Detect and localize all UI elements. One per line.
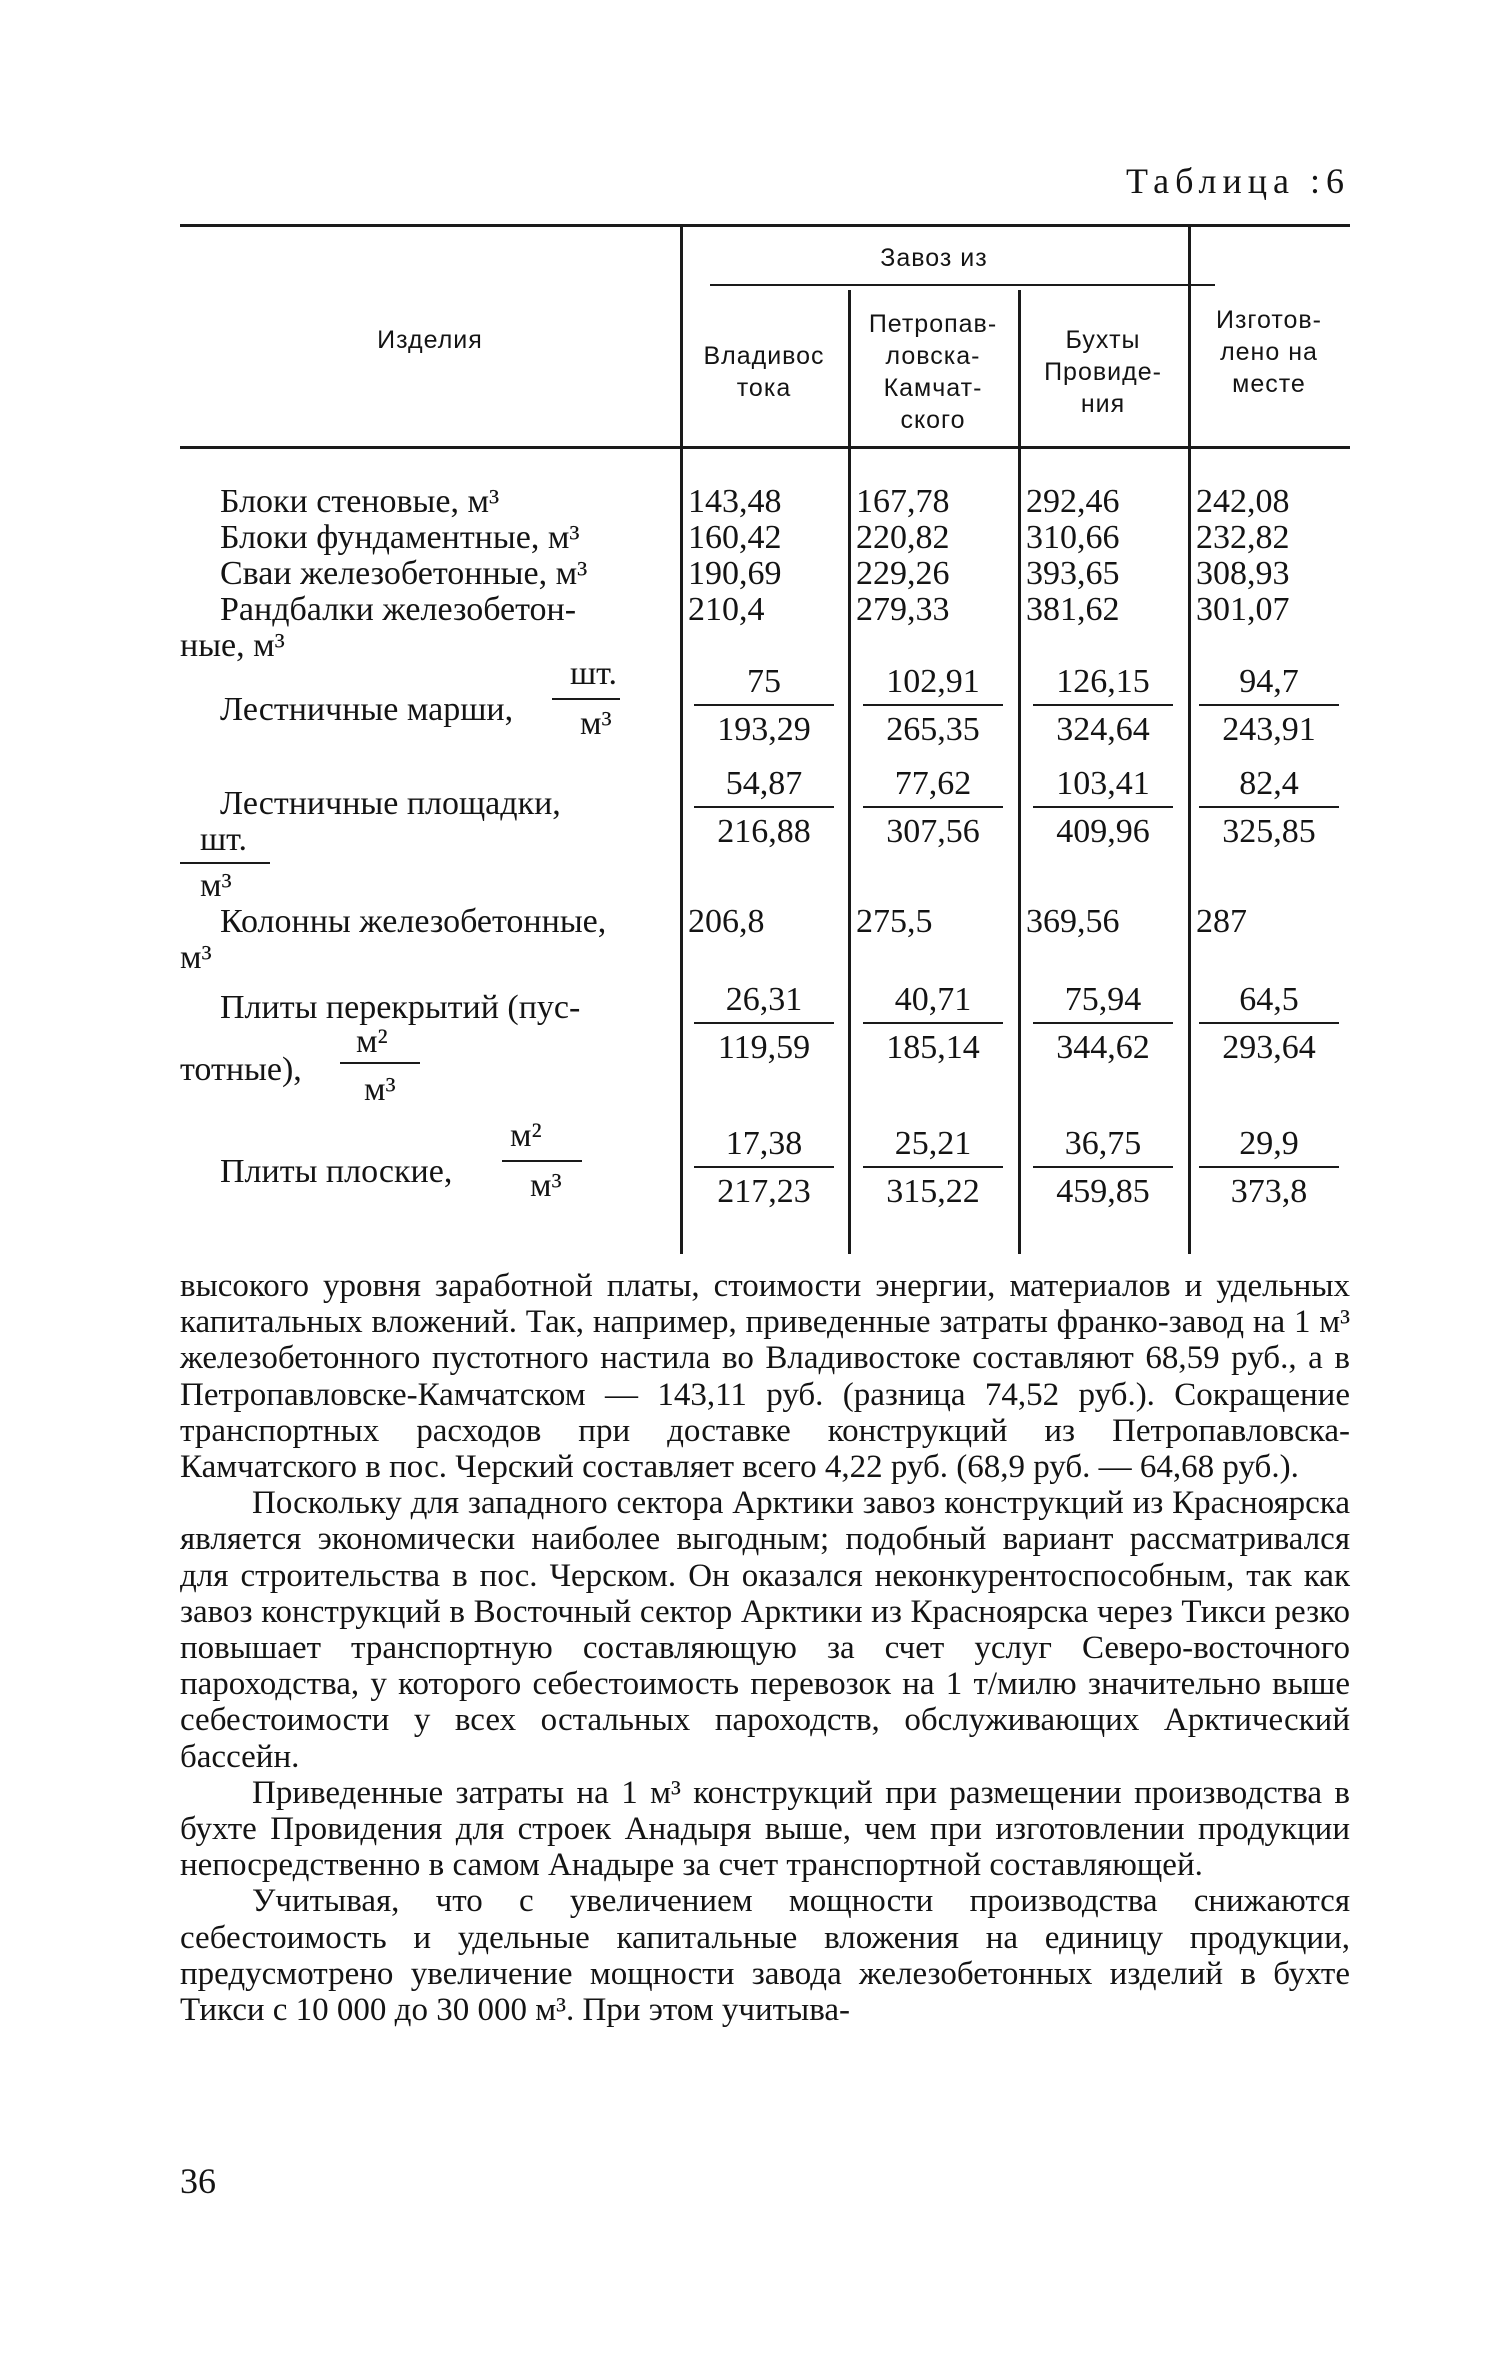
row-label: Колонны железобетонные, — [220, 903, 607, 940]
data-table — [180, 224, 1350, 1254]
header-col4-line: лено на — [1220, 338, 1318, 366]
cell-fraction-line — [1033, 806, 1173, 808]
table-cell: 206,8 — [688, 903, 765, 940]
table-cell: 190,69 — [688, 555, 782, 592]
table-cell: 308,93 — [1196, 555, 1290, 592]
table-cell-bottom: 216,88 — [717, 813, 811, 850]
paragraph: Приведенные затраты на 1 м³ конструкций при размещении производства в бухте Провидения для строек Анадыря выше, чем при изготовлении продукции непосредственно в самом Анадыре за счет транспортной составляющей. — [180, 1774, 1350, 1884]
paragraph: высокого уровня заработной платы, стоимости энергии, материалов и удельных капитальных вложений. Так, например, приведенные затраты франко-завод на 1 м³ железобетонного пустотного настила во Владивостоке составляют 68,59 руб., а в Петропавловске-Камчатском — 143,11 руб. (разница 74,52 руб.). Сокращение транспортных расходов при доставке конструкций из Петропавловска-Камчатского в пос. Черский составляет всего 4,22 руб. (68,9 руб. — 64,68 руб.). — [180, 1268, 1350, 1486]
cell-fraction-line — [863, 1022, 1003, 1024]
header-col2-line: Петропав- — [868, 310, 998, 338]
table-cell-top: 40,71 — [894, 981, 972, 1018]
table-cell-bottom: 315,22 — [886, 1173, 980, 1210]
table-cell: 167,78 — [856, 483, 950, 520]
table-cell-top: 82,4 — [1239, 765, 1299, 802]
unit-numerator: м² — [510, 1117, 542, 1154]
unit-numerator: м² — [356, 1023, 388, 1060]
table-cell-bottom: 119,59 — [717, 1029, 811, 1066]
table-cell-bottom: 459,85 — [1056, 1173, 1150, 1210]
cell-fraction-line — [863, 806, 1003, 808]
header-col3 — [1018, 324, 1188, 420]
unit-fraction-line — [180, 862, 270, 864]
header-col4-line: Изготов- — [1215, 306, 1323, 334]
cell-fraction-line — [694, 1022, 834, 1024]
header-col1-line: тока — [736, 374, 792, 402]
page-number: 36 — [180, 2161, 216, 2201]
cell-fraction-line — [1199, 1022, 1339, 1024]
table-cell-bottom: 265,35 — [886, 711, 980, 748]
table-cell-top: 54,87 — [725, 765, 803, 802]
table-cell-bottom: 409,96 — [1056, 813, 1150, 850]
table-cell-top: 102,91 — [886, 663, 980, 700]
table-cell: 393,65 — [1026, 555, 1120, 592]
cell-fraction-line — [694, 1166, 834, 1168]
cell-fraction-line — [1199, 704, 1339, 706]
unit-denominator: м³ — [580, 705, 612, 742]
row-label-unit: м³ — [200, 867, 232, 904]
unit-fraction-line — [340, 1062, 420, 1064]
unit-denominator: м³ — [364, 1071, 396, 1108]
table-cell: 229,26 — [856, 555, 950, 592]
table-cell-bottom: 193,29 — [717, 711, 811, 748]
paragraph: Поскольку для западного сектора Арктики завоз конструкций из Красноярска является экономически наиболее выгодным; подобный вариант рассматривался для строительства в пос. Черском. Он оказался неконкурентоспособным, так как завоз конструкций в Восточный сектор Арктики из Красноярска через Тикси резко повышает транспортную составляющую за счет услуг Северо-восточного пароходства, у которого себестоимость перевозок на 1 т/милю значительно выше себестоимости у всех остальных пароходств, обслуживающих Арктический бассейн. — [180, 1485, 1350, 1775]
table-cell: 310,66 — [1026, 519, 1120, 556]
header-col1-line: Владивос — [703, 342, 825, 370]
table-cell: 143,48 — [688, 483, 782, 520]
cell-fraction-line — [1199, 806, 1339, 808]
cell-fraction-line — [1033, 1166, 1173, 1168]
row-label: Блоки фундаментные, м³ — [220, 519, 580, 556]
table-cell-top: 36,75 — [1064, 1125, 1142, 1162]
table-cell-bottom: 325,85 — [1222, 813, 1316, 850]
table-cell-top: 75,94 — [1064, 981, 1142, 1018]
table-cell-bottom: 293,64 — [1222, 1029, 1316, 1066]
table-cell-top: 126,15 — [1056, 663, 1150, 700]
row-label: Блоки стеновые, м³ — [220, 483, 500, 520]
unit-denominator: м³ — [530, 1167, 562, 1204]
unit-fraction-line — [502, 1160, 582, 1162]
row-label-cont: м³ — [180, 939, 212, 976]
table-cell: 369,56 — [1026, 903, 1120, 940]
table-top-rule — [180, 224, 1350, 227]
header-col3-line: Провиде- — [1044, 358, 1162, 386]
header-col3-line: Бухты — [1065, 326, 1141, 354]
row-label-cont: тотные), — [180, 1051, 302, 1088]
row-label-unit: шт. — [200, 821, 247, 858]
table-cell: 279,33 — [856, 591, 950, 628]
table-cell: 220,82 — [856, 519, 950, 556]
cell-fraction-line — [1199, 1166, 1339, 1168]
cell-fraction-line — [863, 704, 1003, 706]
table-cell: 292,46 — [1026, 483, 1120, 520]
row-label: Плиты перекрытий (пус- — [220, 989, 581, 1026]
table-cell-top: 29,9 — [1239, 1125, 1299, 1162]
table-cell: 242,08 — [1196, 483, 1290, 520]
cell-fraction-line — [863, 1166, 1003, 1168]
header-col2-line: Камчат- — [883, 374, 983, 402]
table-cell-top: 103,41 — [1056, 765, 1150, 802]
header-col2 — [848, 308, 1018, 436]
unit-fraction-line — [552, 698, 620, 700]
cell-fraction-line — [694, 806, 834, 808]
table-cell-top: 25,21 — [894, 1125, 972, 1162]
header-col4 — [1188, 304, 1350, 400]
header-bottom-rule — [180, 446, 1350, 449]
table-cell: 301,07 — [1196, 591, 1290, 628]
group-rule — [710, 284, 1215, 286]
table-cell-bottom: 307,56 — [886, 813, 980, 850]
table-cell-top: 26,31 — [725, 981, 803, 1018]
header-col3-line: ния — [1080, 390, 1126, 418]
header-col4-line: месте — [1232, 370, 1306, 398]
cell-fraction-line — [694, 704, 834, 706]
cell-fraction-line — [1033, 1022, 1173, 1024]
table-cell-bottom: 373,8 — [1230, 1173, 1308, 1210]
paragraph: Учитывая, что с увеличением мощности производства снижаются себестоимость и удельные капитальные вложения на единицу продукции, предусмотрено увеличение мощности завода железобетонных изделий в бухте Тикси с 10 000 до 30 000 м³. При этом учитыва- — [180, 1883, 1350, 2029]
table-cell-top: 17,38 — [725, 1125, 803, 1162]
row-label-cont: ные, м³ — [180, 627, 285, 664]
row-label: Рандбалки железобетон- — [220, 591, 577, 628]
row-label: Лестничные площадки, — [220, 785, 561, 822]
header-col1 — [680, 340, 848, 404]
row-label: Сваи железобетонные, м³ — [220, 555, 588, 592]
table-cell: 287 — [1196, 903, 1247, 940]
table-cell-bottom: 243,91 — [1222, 711, 1316, 748]
table-cell: 232,82 — [1196, 519, 1290, 556]
header-col2-line: ловска- — [885, 342, 981, 370]
col-divider-3 — [1018, 290, 1021, 1254]
table-cell-top: 64,5 — [1239, 981, 1299, 1018]
table-cell: 275,5 — [856, 903, 933, 940]
table-cell: 160,42 — [688, 519, 782, 556]
body-text — [180, 1268, 1350, 2028]
table-cell: 210,4 — [688, 591, 765, 628]
table-cell-top: 94,7 — [1239, 663, 1299, 700]
table-cell-top: 75 — [747, 663, 781, 700]
table-cell-bottom: 324,64 — [1056, 711, 1150, 748]
row-label: Плиты плоские, — [220, 1153, 453, 1190]
cell-fraction-line — [1033, 704, 1173, 706]
unit-numerator: шт. — [570, 655, 617, 692]
header-col2-line: ского — [900, 406, 966, 434]
table-cell-bottom: 185,14 — [886, 1029, 980, 1066]
header-group: Завоз из — [880, 244, 988, 272]
table-cell: 381,62 — [1026, 591, 1120, 628]
table-cell-top: 77,62 — [894, 765, 972, 802]
table-cell-bottom: 344,62 — [1056, 1029, 1150, 1066]
table-caption: Таблица :6 — [1126, 161, 1350, 201]
row-label: Лестничные марши, — [220, 691, 514, 728]
header-item: Изделия — [377, 326, 483, 354]
table-cell-bottom: 217,23 — [717, 1173, 811, 1210]
